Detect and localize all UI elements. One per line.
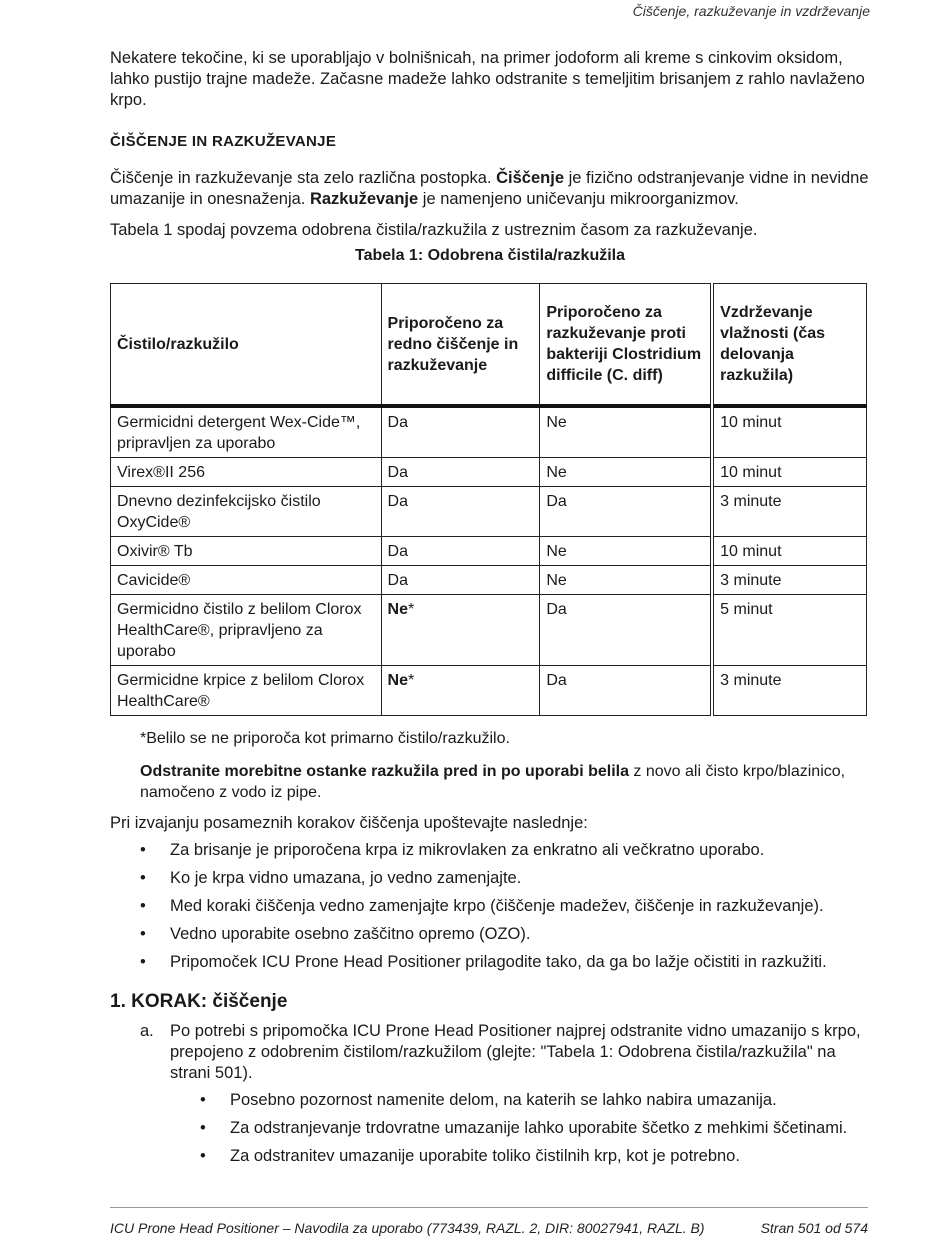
definition-text-e: je namenjeno uničevanju mikroorganizmov. — [418, 190, 739, 208]
list-item-text: Posebno pozornost namenite delom, na katerih se lahko nabira umazanija. — [230, 1091, 777, 1109]
cell-product: Germicidni detergent Wex-Cide™, pripravljen za uporabo — [111, 406, 382, 458]
routine-suffix: * — [407, 601, 415, 618]
routine-value: Da — [387, 493, 408, 510]
table-footnote: *Belilo se ne priporoča kot primarno čistilo/razkužilo. — [140, 730, 510, 747]
footer-document-title: ICU Prone Head Positioner – Navodila za uporabo (773439, RAZL. 2, DIR: 80027941, RAZL. B) — [110, 1220, 705, 1236]
intro-paragraph: Nekatere tekočine, ki se uporabljajo v bolnišnicah, na primer jodoform ali kreme s cinkovim oksidom, lahko pustijo trajne madeže. Začasne madeže lahko odstranite s temeljitim brisanjem z rahlo navlaženo krpo. — [110, 49, 865, 109]
page-content — [110, 48, 870, 1174]
bullet-glyph: • — [140, 953, 146, 971]
bullet-glyph: • — [200, 1119, 206, 1137]
cell-product: Germicidno čistilo z belilom Clorox HealthCare®, pripravljeno za uporabo — [111, 595, 382, 666]
bleach-warning — [140, 761, 870, 803]
list-item — [140, 896, 870, 917]
list-item-text: Za odstranitev umazanije uporabite toliko čistilnih krp, kot je potrebno. — [230, 1147, 740, 1165]
bullet-glyph: • — [200, 1091, 206, 1109]
list-item — [140, 868, 870, 889]
cell-wet-time: 5 minut — [712, 595, 866, 666]
list-item — [200, 1118, 870, 1139]
list-item — [200, 1090, 870, 1111]
cell-routine — [381, 537, 540, 566]
list-item-text: Vedno uporabite osebno zaščitno opremo (OZO). — [170, 925, 531, 943]
cell-product: Dnevno dezinfekcijsko čistilo OxyCide® — [111, 487, 382, 537]
cell-product: Oxivir® Tb — [111, 537, 382, 566]
routine-value: Ne — [387, 672, 408, 689]
cell-routine — [381, 595, 540, 666]
list-item — [200, 1146, 870, 1167]
definition-text-a: Čiščenje in razkuževanje sta zelo različna postopka. — [110, 169, 497, 187]
bullet-glyph: • — [140, 869, 146, 887]
cell-wet-time: 3 minute — [712, 666, 866, 716]
list-item-text: Za odstranjevanje trdovratne umazanije lahko uporabite ščetko z mehkimi ščetinami. — [230, 1119, 848, 1137]
col-header-routine: Priporočeno za redno čiščenje in razkuževanje — [381, 284, 540, 407]
cell-routine — [381, 566, 540, 595]
disinfectant-table — [110, 283, 867, 716]
table-row — [111, 406, 867, 458]
cell-routine — [381, 458, 540, 487]
table-row — [111, 537, 867, 566]
cell-routine — [381, 666, 540, 716]
cell-cdiff: Da — [540, 595, 712, 666]
table-caption: Tabela 1: Odobrena čistila/razkužila — [354, 247, 625, 264]
list-item-text: Pripomoček ICU Prone Head Positioner prilagodite tako, da ga bo lažje očistiti in razkužiti. — [170, 953, 827, 971]
cell-cdiff: Ne — [540, 537, 712, 566]
table-header-row — [111, 284, 867, 407]
step-1-title: 1. KORAK: čiščenje — [110, 991, 288, 1012]
definition-term-disinfection: Razkuževanje — [309, 190, 419, 208]
table-intro-paragraph: Tabela 1 spodaj povzema odobrena čistila/razkužila z ustreznim časom za razkuževanje. — [110, 221, 758, 239]
bullet-glyph: • — [140, 897, 146, 915]
col-header-cdiff: Priporočeno za razkuževanje proti bakteriji Clostridium difficile (C. diff) — [540, 284, 712, 407]
substep-a — [110, 1021, 870, 1084]
list-item — [140, 952, 870, 973]
cell-wet-time: 10 minut — [712, 537, 866, 566]
substep-letter: a. — [140, 1022, 154, 1040]
footer-divider — [110, 1207, 868, 1208]
substep-text: Po potrebi s pripomočka ICU Prone Head Positioner najprej odstranite vidno umazanijo s krpo, prepojeno z odobrenim čistilom/razkužilom (glejte: "Tabela 1: Odobrena čistila/razkužila" na strani 501). — [170, 1022, 861, 1082]
routine-value: Da — [387, 572, 408, 589]
footer-page-number: Stran 501 od 574 — [760, 1220, 868, 1236]
cell-product: Virex®II 256 — [111, 458, 382, 487]
bullet-glyph: • — [140, 841, 146, 859]
routine-suffix: * — [407, 672, 415, 689]
table-row — [111, 595, 867, 666]
table-row — [111, 487, 867, 537]
cell-wet-time: 10 minut — [712, 458, 866, 487]
bullet-glyph: • — [200, 1147, 206, 1165]
routine-value: Da — [387, 464, 408, 481]
definition-term-cleaning: Čiščenje — [496, 169, 564, 187]
running-header: Čiščenje, razkuževanje in vzdrževanje — [632, 3, 870, 19]
col-header-product: Čistilo/razkužilo — [111, 284, 382, 407]
section-heading: ČIŠČENJE IN RAZKUŽEVANJE — [110, 133, 337, 150]
list-item-text: Za brisanje je priporočena krpa iz mikrovlaken za enkratno ali večkratno uporabo. — [170, 841, 765, 859]
cell-routine — [381, 487, 540, 537]
cell-cdiff: Ne — [540, 566, 712, 595]
bullet-glyph: • — [140, 925, 146, 943]
list-item-text: Med koraki čiščenja vedno zamenjajte krpo (čiščenje madežev, čiščenje in razkuževanje). — [170, 897, 824, 915]
substep-a-list — [110, 1090, 870, 1167]
col-header-wet-time: Vzdrževanje vlažnosti (čas delovanja razkužila) — [712, 284, 866, 407]
bleach-warning-bold: Odstranite morebitne ostanke razkužila pred in po uporabi belila — [140, 763, 629, 780]
cleaning-definition-paragraph — [110, 168, 870, 210]
cell-cdiff: Ne — [540, 406, 712, 458]
cleaning-guidelines-list — [110, 840, 870, 973]
routine-value: Da — [387, 414, 408, 431]
list-item-text: Ko je krpa vidno umazana, jo vedno zamenjajte. — [170, 869, 522, 887]
cell-wet-time: 10 minut — [712, 406, 866, 458]
steps-intro: Pri izvajanju posameznih korakov čiščenja upoštevajte naslednje: — [110, 814, 588, 832]
cell-product: Germicidne krpice z belilom Clorox HealthCare® — [111, 666, 382, 716]
list-item — [140, 924, 870, 945]
cell-wet-time: 3 minute — [712, 487, 866, 537]
table-row — [111, 666, 867, 716]
cell-product: Cavicide® — [111, 566, 382, 595]
cell-cdiff: Da — [540, 487, 712, 537]
bleach-warning-rest: z novo ali čisto krpo/blazinico, namočeno z vodo iz pipe. — [140, 763, 846, 801]
table-row — [111, 458, 867, 487]
cell-routine — [381, 406, 540, 458]
routine-value: Ne — [387, 601, 408, 618]
definition-text-c: je fizično odstranjevanje vidne in nevidne umazanije in onesnaženja. — [110, 169, 869, 208]
cell-cdiff: Da — [540, 666, 712, 716]
list-item — [140, 840, 870, 861]
cell-cdiff: Ne — [540, 458, 712, 487]
table-row — [111, 566, 867, 595]
routine-value: Da — [387, 543, 408, 560]
cell-wet-time: 3 minute — [712, 566, 866, 595]
